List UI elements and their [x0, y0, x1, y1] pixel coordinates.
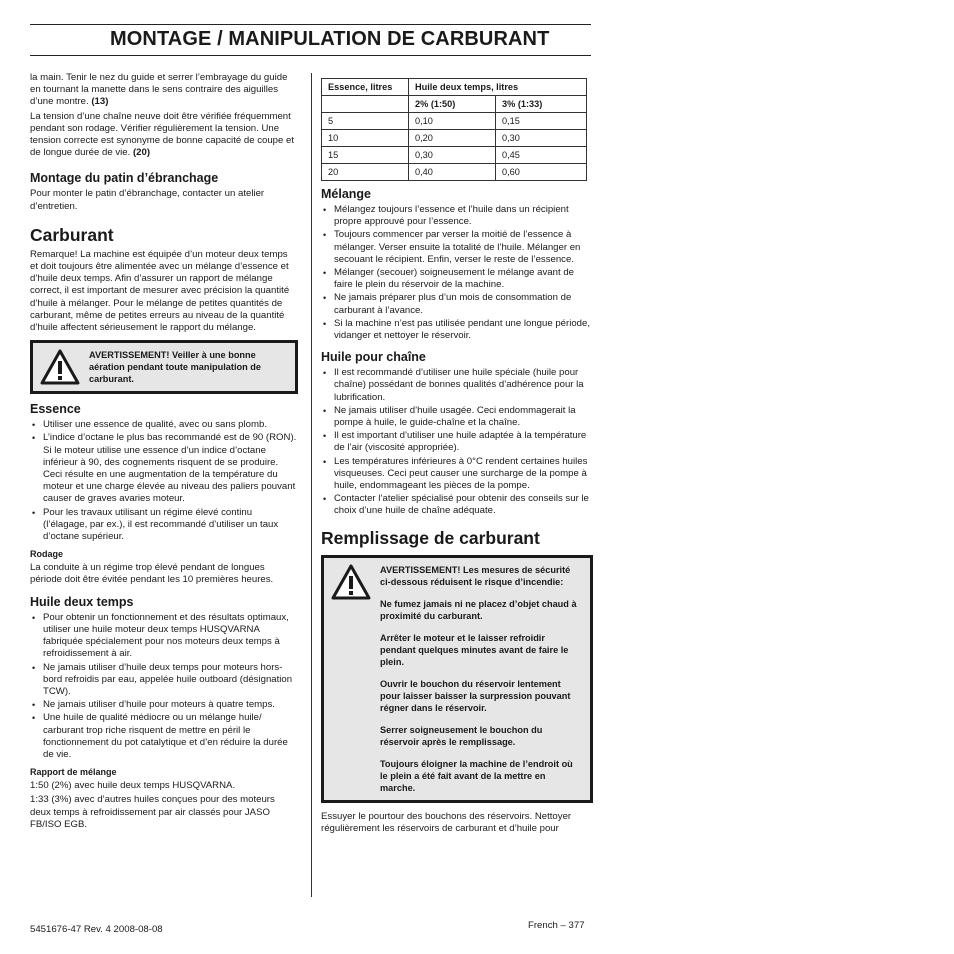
table-cell: 0,30	[409, 147, 496, 164]
list-item: • Les températures inférieures à 0°C rendent certaines huiles visqueuses. Ceci peut causer une surcharge de la pompe à huile, endommageant les pièces de la pompe.	[321, 456, 593, 493]
melange-list	[321, 204, 593, 342]
document-number: 5451676-47 Rev. 4 2008-08-08	[30, 924, 163, 935]
list-item: • Ne jamais utiliser d’huile deux temps pour moteurs hors-bord refroidis par eau, appelée huile outboard (désignation TCW).	[30, 662, 298, 699]
section-heading-essence: Essence	[30, 402, 81, 417]
warning-message: AVERTISSEMENT! Les mesures de sécurité ci-dessous réduisent le risque d’incendie:	[380, 564, 571, 587]
essence-list	[30, 419, 298, 543]
table-cell: 0,10	[409, 113, 496, 130]
table-cell: 15	[322, 147, 409, 164]
table-subheader-3pct: 3% (1:33)	[496, 96, 587, 113]
page-header	[30, 24, 591, 56]
list-item: • Il est important d’utiliser une huile adaptée à la température de l’air (viscosité appropriée).	[321, 430, 593, 454]
warning-triangle-icon	[324, 558, 378, 800]
table-cell: 0,15	[496, 113, 587, 130]
figure-ref: (13)	[91, 96, 109, 108]
table-row	[322, 130, 587, 147]
table-cell: 0,20	[409, 130, 496, 147]
list-item: • Ne jamais préparer plus d’un mois de consommation de carburant à l’avance.	[321, 292, 593, 316]
list-item: • Pour les travaux utilisant un régime élevé continu (l’élagage, par ex.), il est recommandé d’utiliser un taux d’octane supérieur.	[30, 507, 298, 544]
huile-deux-temps-list	[30, 612, 298, 761]
list-item: • L’indice d’octane le plus bas recommandé est de 90 (RON). Si le moteur utilise une essence d’un indice d’octane inférieur à 90, des cognements risquent de se produire. Ceci résulte en une augmentation de la température du moteur et une charge élevée au niveau des paliers pouvant causer de graves avaries moteur.	[30, 432, 298, 505]
warning-triangle-icon	[33, 343, 87, 391]
section-heading-remplissage: Remplissage de carburant	[321, 527, 540, 548]
left-column	[30, 72, 298, 833]
section-heading-huile-deux-temps: Huile deux temps	[30, 594, 134, 609]
subheading-rodage: Rodage	[30, 549, 64, 560]
table-header-empty	[322, 96, 409, 113]
table-row	[322, 147, 587, 164]
warning-box-remplissage	[321, 555, 593, 803]
section-heading-carburant: Carburant	[30, 224, 114, 245]
list-item: • Contacter l’atelier spécialisé pour obtenir des conseils sur le choix d’une huile de chaîne adéquate.	[321, 493, 593, 517]
list-item: • Ne jamais utiliser d’huile pour moteurs à quatre temps.	[30, 699, 298, 711]
list-item: • Mélangez toujours l’essence et l’huile dans un récipient propre approuvé pour l’essence.	[321, 204, 593, 228]
warning-message: Toujours éloigner la machine de l’endroit où le plein a été fait avant de la mettre en marche.	[380, 758, 573, 793]
section-heading-melange: Mélange	[321, 187, 372, 201]
section-heading-huile-chaine: Huile pour chaîne	[321, 350, 426, 365]
table-row	[322, 113, 587, 130]
warning-message: AVERTISSEMENT! Veiller à une bonne aération pendant toute manipulation de carburant.	[89, 350, 262, 385]
carburant-text: Remarque! La machine est équipée d’un moteur deux temps et doit toujours être alimentée avec un mélange d’essence et d’huile deux temps. Afin d’assurer un rapport de mélange correct, il est important de mesurer avec précision la quantité d’huile à mélanger. Pour le mélange de petites quantités de carburant, même de petites erreurs au niveau de la quantité d’huile affectent sérieusement le rapport du mélange.	[30, 248, 290, 334]
list-item: • Mélanger (secouer) soigneusement le mélange avant de faire le plein du réservoir de la machine.	[321, 267, 593, 291]
table-subheader-2pct: 2% (1:50)	[409, 96, 496, 113]
table-header-essence: Essence, litres	[322, 79, 409, 96]
table-cell: 10	[322, 130, 409, 147]
page-title: MONTAGE / MANIPULATION DE CARBURANT	[110, 28, 550, 50]
section-heading-montage: Montage du patin d’ébranchage	[30, 171, 219, 186]
mixing-table	[321, 78, 587, 181]
warning-box-ventilation	[30, 340, 298, 394]
list-item: • Utiliser une essence de qualité, avec ou sans plomb.	[30, 419, 298, 431]
intro-paragraph-1	[30, 72, 298, 109]
table-cell: 0,40	[409, 164, 496, 181]
right-column	[321, 78, 593, 837]
table-cell: 0,60	[496, 164, 587, 181]
table-row	[322, 164, 587, 181]
table-header-huile: Huile deux temps, litres	[409, 79, 587, 96]
list-item: • Une huile de qualité médiocre ou un mélange huile/ carburant trop riche risquent de mettre en péril le fonctionnement du pot catalytique et d’en réduire la durée de vie.	[30, 712, 298, 761]
rapport-line-2: 1:33 (3%) avec d’autres huiles conçues pour des moteurs deux temps à refroidissement par air classés pour JASO FB/ISO EGB.	[30, 794, 275, 830]
warning-message: Ouvrir le bouchon du réservoir lentement pour laisser baisser la surpression pouvant régner dans le réservoir.	[380, 678, 571, 713]
intro-p1-text: la main. Tenir le nez du guide et serrer l’embrayage du guide en tournant la manette dans le sens contraire des aiguilles d’une montre.	[30, 72, 288, 108]
table-cell: 5	[322, 113, 409, 130]
list-item: • Si la machine n’est pas utilisée pendant une longue période, vidanger et nettoyer le réservoir.	[321, 318, 593, 342]
table-cell: 20	[322, 164, 409, 181]
warning-text	[87, 343, 295, 391]
intro-paragraph-2	[30, 111, 298, 160]
figure-ref: (20)	[132, 147, 151, 159]
table-cell: 0,30	[496, 130, 587, 147]
column-divider	[311, 73, 312, 897]
table-cell: 0,45	[496, 147, 587, 164]
subheading-rapport: Rapport de mélange	[30, 767, 117, 778]
list-item: • Il est recommandé d’utiliser une huile spéciale (huile pour chaîne) possédant de bonnes qualités d’adhérence pour la lubrification.	[321, 367, 593, 404]
montage-text: Pour monter le patin d’ébranchage, contacter un atelier d’entretien.	[30, 188, 265, 212]
list-item: • Toujours commencer par verser la moitié de l’essence à mélanger. Verser ensuite la totalité de l’huile. Mélanger en secouant le récipient. Enfin, verser le reste de l’essence.	[321, 229, 593, 266]
warning-message: Arrêter le moteur et le laisser refroidir pendant quelques minutes avant de faire le plein.	[380, 632, 569, 667]
page-number: French – 377	[528, 920, 585, 931]
rodage-text: La conduite à un régime trop élevé pendant de longues période doit être évitée pendant les 10 premières heures.	[30, 562, 274, 586]
list-item: • Ne jamais utiliser d’huile usagée. Ceci endommagerait la pompe à huile, le guide-chaîne et la chaîne.	[321, 405, 593, 429]
warning-text	[378, 558, 590, 800]
huile-chaine-list	[321, 367, 593, 517]
rapport-line-1: 1:50 (2%) avec huile deux temps HUSQVARNA.	[30, 780, 236, 792]
list-item: • Pour obtenir un fonctionnement et des résultats optimaux, utiliser une huile moteur deux temps HUSQVARNA fabriquée spécialement pour nos moteurs deux temps à refroidissement à air.	[30, 612, 298, 661]
warning-message: Serrer soigneusement le bouchon du réservoir après le remplissage.	[380, 724, 543, 747]
intro-p2-text: La tension d’une chaîne neuve doit être vérifiée fréquemment pendant son rodage. Vérifier régulièrement la tension. Une tension correcte est synonyme de bonne capacité de coupe et de longue durée de vie.	[30, 110, 294, 159]
remplissage-text: Essuyer le pourtour des bouchons des réservoirs. Nettoyer régulièrement les réservoirs de carburant et d’huile pour	[321, 810, 572, 834]
warning-message: Ne fumez jamais ni ne placez d’objet chaud à proximité du carburant.	[380, 598, 577, 621]
